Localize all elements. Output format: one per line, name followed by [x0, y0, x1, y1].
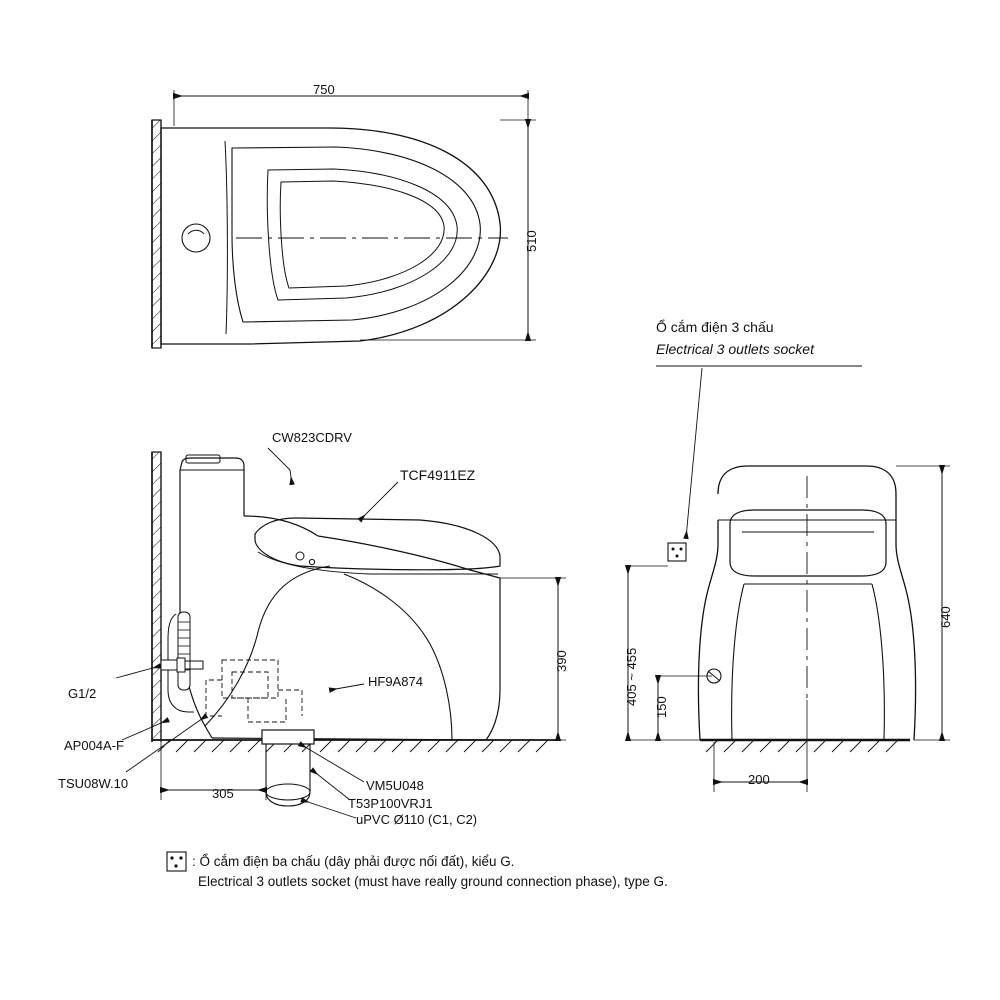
callout-pipe-fitting: T53P100VRJ1	[348, 796, 433, 811]
legend-line-en: Electrical 3 outlets socket (must have really ground connection phase), type G.	[198, 874, 668, 889]
dim-side-rough-in: 305	[212, 786, 234, 801]
dim-front-height: 640	[938, 606, 953, 628]
callout-connector: VM5U048	[366, 778, 424, 793]
dim-side-height: 390	[554, 650, 569, 672]
callout-angle-valve: TSU08W.10	[58, 776, 129, 791]
callout-valve: HF9A874	[368, 674, 423, 689]
dim-top-width: 750	[313, 82, 335, 97]
legend-line-vi: : Ổ cắm điện ba chấu (dây phải được nối đất), kiểu G.	[192, 854, 515, 869]
dim-front-outlet-offset: 200	[748, 772, 770, 787]
callout-drain-pipe: uPVC Ø110 (C1, C2)	[356, 812, 478, 827]
dim-front-socket-range: 405 ~ 455	[624, 647, 639, 706]
dim-top-depth: 510	[524, 230, 539, 252]
callout-water-supply: G1/2	[68, 686, 97, 701]
dim-front-outlet-height: 150	[654, 696, 669, 718]
socket-label-en: Electrical 3 outlets socket	[656, 341, 814, 357]
callout-tank: CW823CDRV	[272, 430, 352, 445]
socket-label-vi: Ổ cắm điện 3 chấu	[656, 319, 774, 335]
callout-seat: TCF4911EZ	[400, 467, 476, 483]
callout-floor-flange: AP004A-F	[64, 738, 124, 753]
